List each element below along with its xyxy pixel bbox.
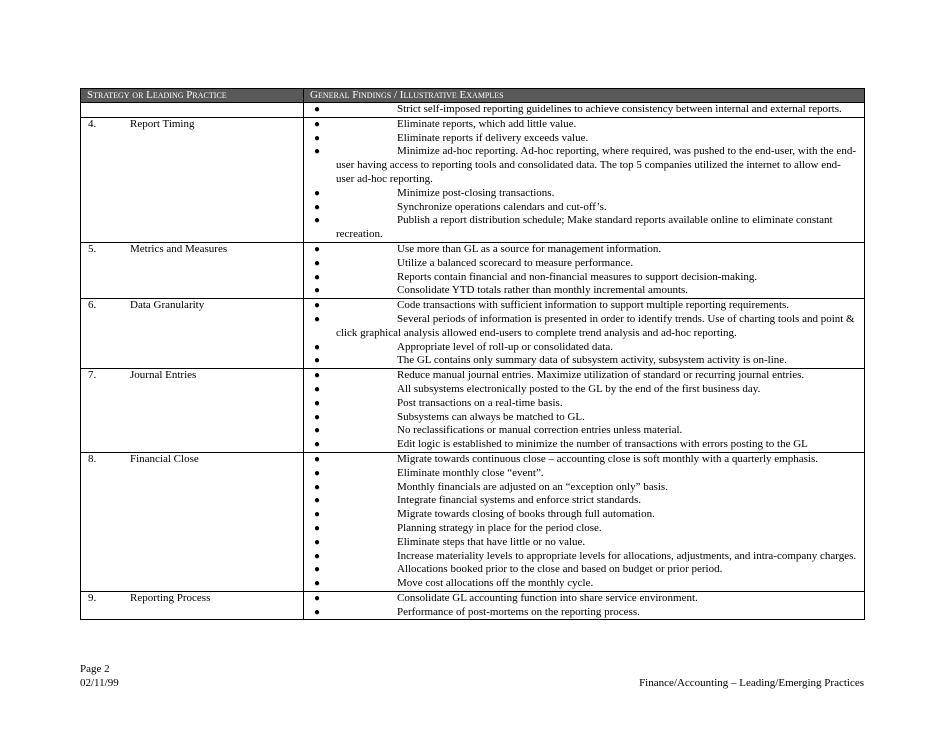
strategy-number: 9.	[88, 591, 97, 604]
finding-text: Minimize post-closing transactions.	[397, 186, 555, 199]
finding-item	[304, 577, 864, 591]
bullet-icon: ●	[314, 564, 321, 576]
finding-item	[304, 438, 864, 452]
finding-text: Move cost allocations off the monthly cycle.	[397, 577, 594, 590]
bullet-icon: ●	[314, 425, 321, 437]
bullet-icon: ●	[314, 257, 321, 269]
finding-text: Publish a report distribution schedule; Make standard reports available online to eliminate constant recreation.	[336, 214, 833, 241]
finding-item	[304, 341, 864, 355]
table-row	[81, 103, 865, 118]
bullet-icon: ●	[314, 271, 321, 283]
strategy-cell	[81, 117, 304, 242]
strategy-cell	[81, 369, 304, 453]
table-row	[81, 242, 865, 298]
findings-list	[304, 299, 864, 368]
strategy-label: Reporting Process	[130, 591, 211, 604]
bullet-icon: ●	[314, 592, 321, 604]
finding-text: Eliminate reports if delivery exceeds value.	[397, 131, 589, 144]
finding-item	[304, 494, 864, 508]
findings-list	[304, 243, 864, 298]
finding-item	[304, 606, 864, 620]
strategy-cell	[81, 299, 304, 369]
finding-text: Eliminate reports, which add little value.	[397, 117, 577, 130]
bullet-icon: ●	[314, 383, 321, 395]
table-row	[81, 591, 865, 620]
finding-text: Allocations booked prior to the close and based on budget or prior period.	[397, 563, 723, 576]
bullet-icon: ●	[314, 355, 321, 367]
leading-practices-table	[80, 88, 865, 620]
strategy-number: 8.	[88, 452, 97, 465]
bullet-icon: ●	[314, 550, 321, 562]
findings-cell	[304, 242, 865, 298]
strategy-cell	[81, 103, 304, 118]
findings-list	[304, 118, 864, 242]
page-number: Page 2	[80, 663, 110, 675]
finding-text: All subsystems electronically posted to the GL by the end of the first business day.	[397, 382, 761, 395]
bullet-icon: ●	[314, 243, 321, 255]
strategy-item	[81, 243, 303, 257]
bullet-icon: ●	[314, 522, 321, 534]
strategy-item	[81, 299, 303, 313]
finding-item	[304, 271, 864, 285]
bullet-icon: ●	[314, 481, 321, 493]
bullet-icon: ●	[314, 313, 321, 325]
finding-item	[304, 536, 864, 550]
finding-text: Use more than GL as a source for management information.	[397, 242, 662, 255]
bullet-icon: ●	[314, 285, 321, 297]
bullet-icon: ●	[314, 439, 321, 451]
finding-text: Reports contain financial and non-financial measures to support decision-making.	[397, 270, 758, 283]
bullet-icon: ●	[314, 536, 321, 548]
strategy-label: Metrics and Measures	[130, 242, 228, 255]
finding-text: Eliminate monthly close “event”.	[397, 466, 544, 479]
finding-text: Eliminate steps that have little or no value.	[397, 535, 586, 548]
finding-item	[304, 592, 864, 606]
finding-text: Code transactions with sufficient information to support multiple reporting requirements.	[397, 299, 790, 312]
findings-list	[304, 369, 864, 452]
findings-column-header: General Findings / Illustrative Examples	[304, 89, 865, 103]
bullet-icon: ●	[314, 118, 321, 130]
finding-text: Consolidate GL accounting function into share service environment.	[397, 591, 698, 604]
table-row	[81, 369, 865, 453]
finding-text: Several periods of information is presented in order to identify trends. Use of charting tools and point & click graphical analysis allowed end-users to complete trend analysis and ad-hoc reporting.	[336, 312, 855, 339]
finding-text: Appropriate level of roll-up or consolidated data.	[397, 340, 613, 353]
finding-item	[304, 563, 864, 577]
finding-item	[304, 354, 864, 368]
findings-list	[304, 592, 864, 620]
finding-item	[304, 132, 864, 146]
finding-item	[304, 103, 864, 117]
finding-text: Post transactions on a real-time basis.	[397, 396, 563, 409]
finding-item	[304, 214, 864, 242]
bullet-icon: ●	[314, 370, 321, 382]
finding-text: No reclassifications or manual correction entries unless material.	[397, 424, 683, 437]
strategy-item	[81, 592, 303, 606]
findings-cell	[304, 452, 865, 591]
bullet-icon: ●	[314, 495, 321, 507]
finding-item	[304, 453, 864, 467]
bullet-icon: ●	[314, 132, 321, 144]
bullet-icon: ●	[314, 341, 321, 353]
finding-text: Utilize a balanced scorecard to measure performance.	[397, 256, 634, 269]
strategy-label: Report Timing	[130, 117, 195, 130]
strategy-column-header: Strategy or Leading Practice	[81, 89, 304, 103]
footer-left	[80, 663, 119, 690]
findings-list	[304, 103, 864, 117]
findings-cell	[304, 117, 865, 242]
table-body	[81, 103, 865, 620]
finding-item	[304, 522, 864, 536]
bullet-icon: ●	[314, 146, 321, 158]
strategy-label: Data Granularity	[130, 299, 205, 312]
table-row	[81, 452, 865, 591]
findings-cell	[304, 369, 865, 453]
finding-text: Planning strategy in place for the period close.	[397, 521, 602, 534]
findings-cell	[304, 591, 865, 620]
bullet-icon: ●	[314, 606, 321, 618]
strategy-item	[81, 369, 303, 383]
bullet-icon: ●	[314, 411, 321, 423]
table-row	[81, 117, 865, 242]
finding-text: Edit logic is established to minimize the number of transactions with errors posting to the GL	[397, 438, 808, 451]
bullet-icon: ●	[314, 467, 321, 479]
finding-item	[304, 299, 864, 313]
finding-item	[304, 369, 864, 383]
finding-text: Consolidate YTD totals rather than monthly incremental amounts.	[397, 284, 689, 297]
finding-item	[304, 467, 864, 481]
strategy-number: 7.	[88, 369, 97, 382]
strategy-item	[81, 453, 303, 467]
strategy-item	[81, 118, 303, 132]
finding-text: Strict self-imposed reporting guidelines to achieve consistency between internal and external reports.	[397, 103, 842, 115]
bullet-icon: ●	[314, 187, 321, 199]
bullet-icon: ●	[314, 397, 321, 409]
bullet-icon: ●	[314, 300, 321, 312]
strategy-number: 5.	[88, 242, 97, 255]
strategy-cell	[81, 591, 304, 620]
finding-item	[304, 383, 864, 397]
document-date: 02/11/99	[80, 676, 119, 689]
finding-item	[304, 257, 864, 271]
finding-text: Performance of post-mortems on the reporting process.	[397, 605, 640, 618]
finding-item	[304, 118, 864, 132]
findings-cell	[304, 299, 865, 369]
finding-item	[304, 508, 864, 522]
finding-item	[304, 284, 864, 298]
finding-text: Synchronize operations calendars and cut-off’s.	[397, 200, 607, 213]
finding-text: Migrate towards closing of books through full automation.	[397, 508, 655, 521]
document-title-footer: Finance/Accounting – Leading/Emerging Practices	[639, 677, 864, 689]
bullet-icon: ●	[314, 215, 321, 227]
finding-item	[304, 201, 864, 215]
bullet-icon: ●	[314, 578, 321, 590]
finding-text: Monthly financials are adjusted on an “exception only” basis.	[397, 480, 668, 493]
finding-item	[304, 481, 864, 495]
strategy-number: 4.	[88, 117, 97, 130]
findings-cell	[304, 103, 865, 118]
table-header-row	[81, 89, 865, 103]
strategy-label: Financial Close	[130, 452, 199, 465]
strategy-cell	[81, 242, 304, 298]
finding-text: Migrate towards continuous close – accounting close is soft monthly with a quarterly emphasis.	[397, 452, 818, 465]
strategy-label: Journal Entries	[130, 369, 197, 382]
bullet-icon: ●	[314, 453, 321, 465]
findings-list	[304, 453, 864, 591]
finding-item	[304, 243, 864, 257]
finding-item	[304, 145, 864, 186]
bullet-icon: ●	[314, 104, 321, 115]
finding-item	[304, 187, 864, 201]
finding-text: Subsystems can always be matched to GL.	[397, 410, 585, 423]
bullet-icon: ●	[314, 509, 321, 521]
finding-text: Increase materiality levels to appropriate levels for allocations, adjustments, and intra-company charges.	[397, 549, 857, 562]
finding-item	[304, 550, 864, 564]
finding-text: Minimize ad-hoc reporting. Ad-hoc reporting, where required, was pushed to the end-user, with the end-user having access to reporting tools and consolidated data. The top 5 companies utilized the internet to allow end-user ad-hoc reporting.	[336, 145, 856, 185]
finding-text: The GL contains only summary data of subsystem activity, subsystem activity is on-line.	[397, 354, 787, 367]
strategy-number: 6.	[88, 299, 97, 312]
finding-item	[304, 424, 864, 438]
finding-item	[304, 411, 864, 425]
finding-text: Reduce manual journal entries. Maximize utilization of standard or recurring journal entries.	[397, 369, 805, 382]
strategy-cell	[81, 452, 304, 591]
finding-text: Integrate financial systems and enforce strict standards.	[397, 494, 642, 507]
finding-item	[304, 397, 864, 411]
table-row	[81, 299, 865, 369]
finding-item	[304, 313, 864, 341]
bullet-icon: ●	[314, 201, 321, 213]
